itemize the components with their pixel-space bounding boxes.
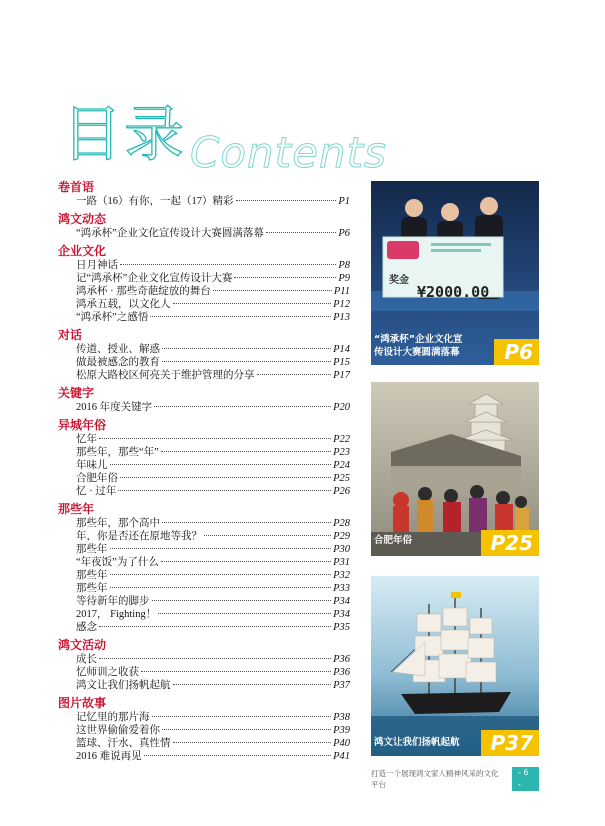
title-english: Contents: [190, 128, 387, 177]
dot-leader: [152, 716, 332, 717]
entry-title: 那些年: [76, 570, 108, 581]
entry-title: “年夜饭”为了什么: [76, 557, 159, 568]
entry-title: 记“鸿承杯”企业文化宣传设计大赛: [76, 273, 233, 284]
page-title: [62, 100, 402, 180]
toc-entry[interactable]: [58, 485, 350, 498]
toc-entry[interactable]: [58, 679, 350, 692]
entry-page: P20: [333, 402, 350, 413]
page-tag: P37: [481, 730, 540, 756]
footer-page-number: - 6 -: [512, 767, 539, 791]
toc-entry[interactable]: [58, 472, 350, 485]
entry-title: 那些年，那些“年”: [76, 447, 159, 458]
caption-line: 鸿文让我们扬帆起航: [374, 737, 460, 748]
photo-award-ceremony[interactable]: [371, 181, 539, 365]
dot-leader: [144, 755, 331, 756]
entry-page: P41: [333, 751, 350, 762]
dot-leader: [99, 626, 331, 627]
caption-line: 传设计大赛圆满落幕: [374, 347, 460, 358]
photo-caption: [374, 534, 412, 547]
check-label: 奖金: [389, 275, 409, 286]
entry-title: 感念: [76, 622, 97, 633]
dot-leader: [213, 290, 332, 291]
entry-page: P8: [338, 260, 350, 271]
entry-title: 鸿承五载，以文化人: [76, 299, 171, 310]
toc-section: [58, 244, 350, 324]
toc-section: [58, 638, 350, 692]
toc-section: [58, 212, 350, 240]
dot-leader: [234, 277, 336, 278]
entry-title: 鸿文让我们扬帆起航: [76, 680, 171, 691]
toc-entry[interactable]: [58, 343, 350, 356]
caption-line: “鸿承杯”企业文化宣: [374, 334, 463, 345]
entry-title: 年味儿: [76, 460, 108, 471]
dot-leader: [173, 684, 332, 685]
entry-page: P15: [333, 357, 350, 368]
entry-title: 那些年: [76, 583, 108, 594]
dot-leader: [110, 548, 332, 549]
dot-leader: [161, 451, 331, 452]
section-heading: 卷首语: [58, 180, 95, 194]
toc-entry[interactable]: [58, 530, 350, 543]
entry-page: P25: [333, 473, 350, 484]
toc-section: [58, 328, 350, 382]
entry-title: 松原大路校区何亮关于维护管理的分享: [76, 370, 255, 381]
check-amount: ¥2000.00: [417, 283, 490, 301]
toc-entry[interactable]: [58, 259, 350, 272]
toc-entry[interactable]: [58, 621, 350, 634]
entry-page: P36: [333, 654, 350, 665]
photo-caption: [374, 736, 460, 749]
dot-leader: [110, 587, 332, 588]
toc-entry[interactable]: [58, 737, 350, 750]
dot-leader: [204, 535, 331, 536]
entry-title: 忆年: [76, 434, 97, 445]
toc-entry[interactable]: [58, 569, 350, 582]
dot-leader: [120, 264, 336, 265]
entry-page: P1: [338, 196, 350, 207]
toc-section: [58, 696, 350, 763]
toc-entry[interactable]: [58, 446, 350, 459]
toc-entry[interactable]: [58, 543, 350, 556]
toc-entry[interactable]: [58, 227, 350, 240]
entry-page: P28: [333, 518, 350, 529]
entry-title: 2016 难说再见: [76, 751, 142, 762]
entry-page: P6: [338, 228, 350, 239]
entry-page: P34: [333, 609, 350, 620]
entry-title: 合肥年俗: [76, 473, 118, 484]
toc-entry[interactable]: [58, 311, 350, 324]
entry-title: 传道、授业、解惑: [76, 344, 160, 355]
entry-page: P39: [333, 725, 350, 736]
section-heading: 关键字: [58, 386, 95, 400]
entry-page: P38: [333, 712, 350, 723]
dot-leader: [162, 522, 331, 523]
entry-title: 忆 · 过年: [76, 486, 117, 497]
toc-entry[interactable]: [58, 653, 350, 666]
toc-entry[interactable]: [58, 711, 350, 724]
toc-section: [58, 502, 350, 634]
dot-leader: [150, 316, 331, 317]
dot-leader: [173, 742, 332, 743]
photo-caption: [374, 333, 463, 359]
entry-title: 鸿承杯 · 那些奇葩绽放的舞台: [76, 286, 211, 297]
entry-title: 忆师训之收获: [76, 667, 139, 678]
section-heading: 企业文化: [58, 244, 107, 258]
entry-page: P17: [333, 370, 350, 381]
section-heading: 图片故事: [58, 696, 107, 710]
toc-section: [58, 418, 350, 498]
entry-page: P31: [333, 557, 350, 568]
entry-title: 那些年: [76, 544, 108, 555]
dot-leader: [99, 438, 331, 439]
entry-title: 2016 年度关键字: [76, 402, 153, 413]
entry-page: P35: [333, 622, 350, 633]
toc-entry[interactable]: [58, 556, 350, 569]
entry-page: P22: [333, 434, 350, 445]
section-heading: 鸿文活动: [58, 638, 107, 652]
toc-entry[interactable]: [58, 724, 350, 737]
photo-sailing-ship[interactable]: [371, 576, 539, 756]
toc-entry[interactable]: [58, 356, 350, 369]
sailing-ship-illustration: [371, 576, 539, 756]
toc-entry[interactable]: [58, 433, 350, 446]
toc-entry[interactable]: [58, 595, 350, 608]
toc-entry[interactable]: [58, 459, 350, 472]
entry-page: P23: [333, 447, 350, 458]
dot-leader: [236, 200, 337, 201]
entry-title: 做最被感念的教育: [76, 357, 160, 368]
dot-leader: [99, 658, 331, 659]
entry-page: P40: [333, 738, 350, 749]
toc-entry[interactable]: [58, 272, 350, 285]
entry-page: P12: [333, 299, 350, 310]
dot-leader: [141, 671, 331, 672]
page-footer: [371, 768, 539, 789]
section-heading: 鸿文动态: [58, 212, 107, 226]
toc-entry[interactable]: [58, 517, 350, 530]
dot-leader: [118, 490, 331, 491]
toc-entry[interactable]: [58, 750, 350, 763]
entry-title: 等待新年的脚步: [76, 596, 150, 607]
entry-title: 一路（16）有你，一起（17）精彩: [76, 196, 234, 207]
entry-page: P34: [333, 596, 350, 607]
toc-section: [58, 386, 350, 414]
toc-entry[interactable]: [58, 666, 350, 679]
section-heading: 那些年: [58, 502, 95, 516]
entry-page: P13: [333, 312, 350, 323]
entry-page: P24: [333, 460, 350, 471]
entry-page: P30: [333, 544, 350, 555]
entry-title: 那些年，那个高中: [76, 518, 160, 529]
footer-slogan: 打造一个展现鸿文家人精神风采的文化平台: [371, 769, 499, 789]
toc-section: [58, 180, 350, 208]
section-heading: 异城年俗: [58, 418, 107, 432]
page-tag: P25: [481, 530, 540, 556]
entry-page: P9: [338, 273, 350, 284]
entry-page: P11: [333, 286, 350, 297]
dot-leader: [266, 232, 337, 233]
entry-page: P29: [333, 531, 350, 542]
photo-new-year-customs[interactable]: [371, 382, 539, 556]
dot-leader: [162, 361, 331, 362]
section-heading: 对话: [58, 328, 83, 342]
table-of-contents: [58, 180, 350, 763]
entry-title: 这世界偷偷爱着你: [76, 725, 160, 736]
entry-title: 日月神话: [76, 260, 118, 271]
entry-page: P33: [333, 583, 350, 594]
entry-title: 成长: [76, 654, 97, 665]
entry-page: P36: [333, 667, 350, 678]
dot-leader: [110, 574, 332, 575]
title-chinese: 目录: [62, 100, 186, 170]
toc-entry[interactable]: [58, 582, 350, 595]
dot-leader: [110, 464, 332, 465]
dot-leader: [162, 729, 331, 730]
entry-title: 记忆里的那片海: [76, 712, 150, 723]
entry-page: P37: [333, 680, 350, 691]
caption-line: 合肥年俗: [374, 535, 413, 546]
dot-leader: [120, 477, 331, 478]
dot-leader: [162, 348, 331, 349]
toc-entry[interactable]: [58, 195, 350, 208]
dot-leader: [173, 303, 332, 304]
page-tag: P6: [494, 339, 539, 365]
dot-leader: [161, 561, 331, 562]
entry-title: “鸿承杯”之感悟: [76, 312, 149, 323]
entry-page: P26: [333, 486, 350, 497]
entry-title: 年，你是否还在原地等我？: [76, 531, 202, 542]
entry-page: P32: [333, 570, 350, 581]
toc-entry[interactable]: [58, 401, 350, 414]
toc-entry[interactable]: [58, 298, 350, 311]
dot-leader: [154, 406, 331, 407]
entry-title: 2017， Fighting！: [76, 609, 157, 620]
toc-entry[interactable]: [58, 369, 350, 382]
entry-page: P14: [333, 344, 350, 355]
dot-leader: [158, 613, 331, 614]
toc-entry[interactable]: [58, 285, 350, 298]
dot-leader: [257, 374, 332, 375]
toc-entry[interactable]: [58, 608, 350, 621]
entry-title: 篮球、汗水、真性情: [76, 738, 171, 749]
entry-title: “鸿承杯”企业文化宣传设计大赛圆满落幕: [76, 228, 264, 239]
dot-leader: [152, 600, 332, 601]
